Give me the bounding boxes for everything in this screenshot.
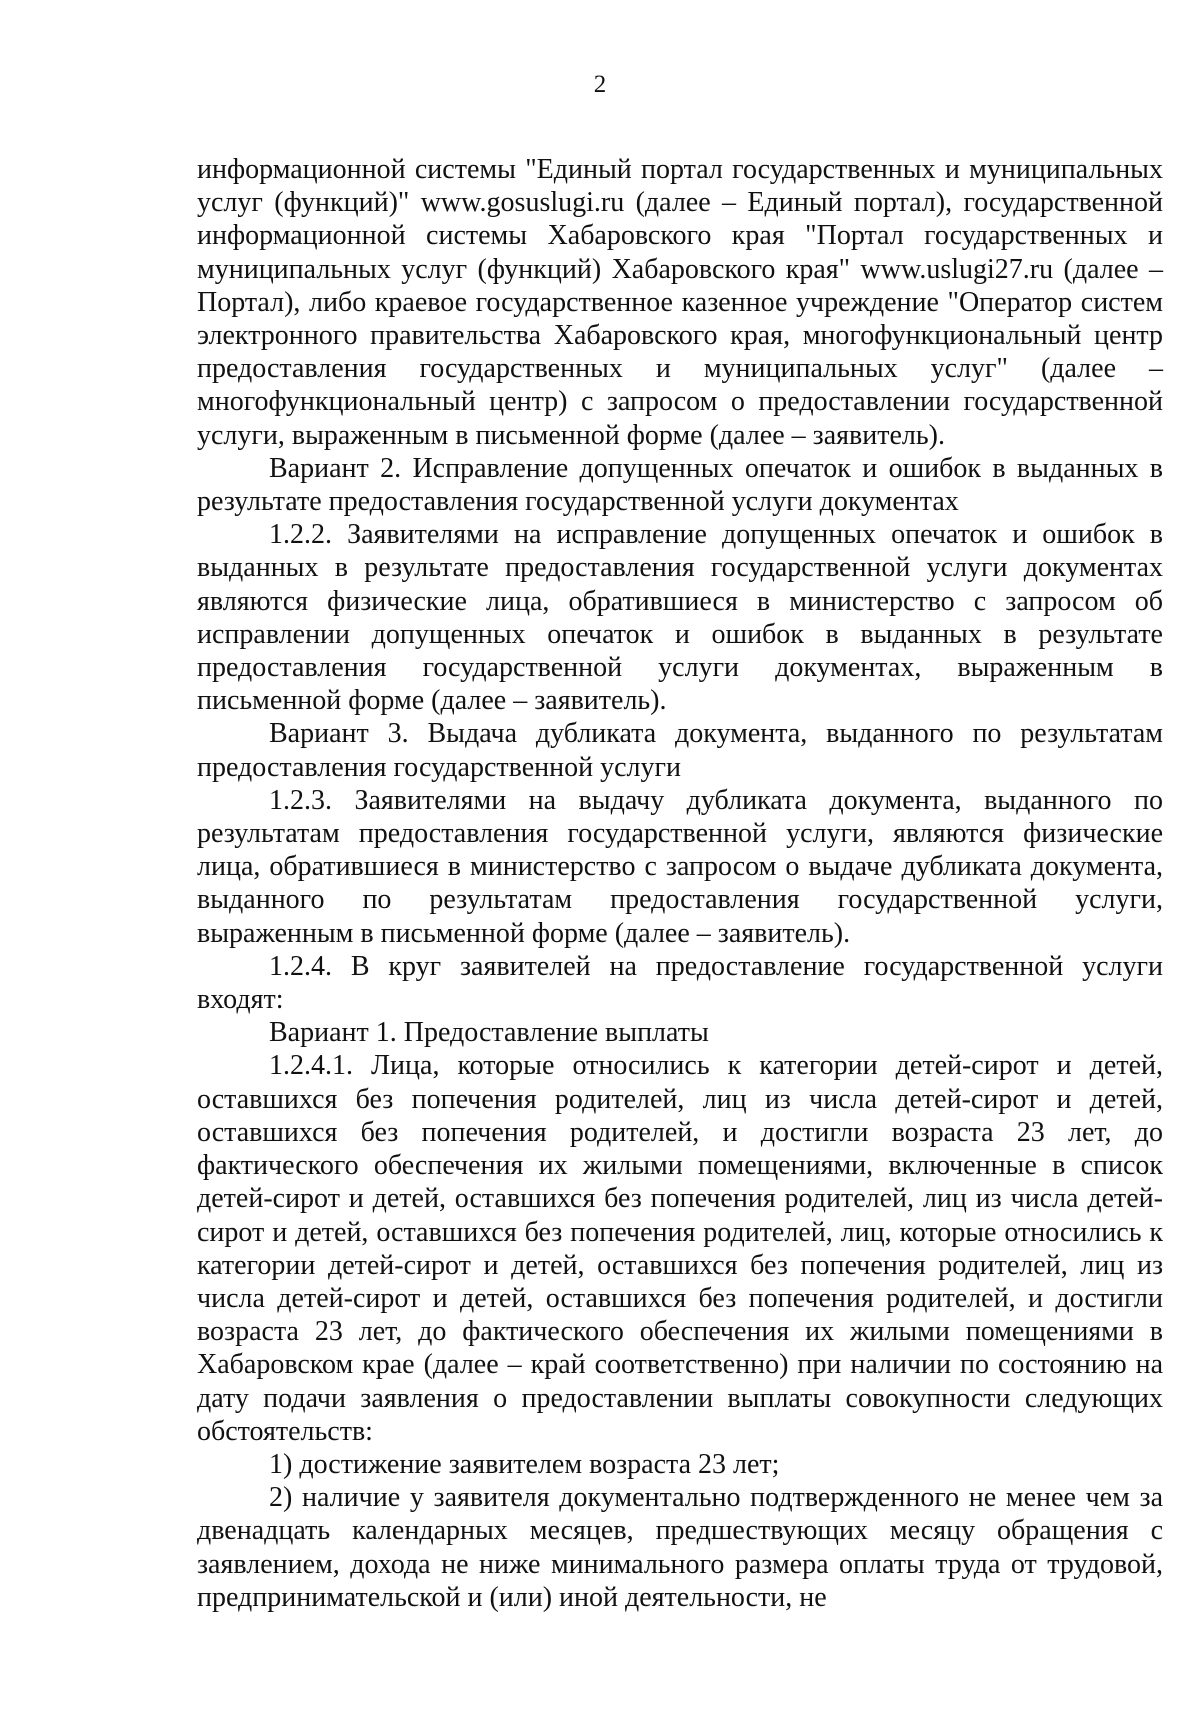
document-body — [197, 153, 1163, 1614]
list-item-2: 2) наличие у заявителя документально подтвержденного не менее чем за двенадцать календарных месяцев, предшествующих месяцу обращения с заявлением, дохода не ниже минимального размера оплаты труда от трудовой, предпринимательской и (или) иной деятельности, не — [197, 1482, 1163, 1613]
page-number: 2 — [593, 71, 607, 98]
variant-3-heading: Вариант 3. Выдача дубликата документа, выданного по результатам предоставления государственной услуги — [197, 718, 1163, 783]
clause-1-2-3: 1.2.3. Заявителями на выдачу дубликата документа, выданного по результатам предоставления государственной услуги, являются физические лица, обратившиеся в министерство с запросом о выдаче дубликата документа, выданного по результатам предоставления государственной услуги, выраженным в письменной форме (далее – заявитель). — [197, 784, 1163, 949]
clause-1-2-4-1: 1.2.4.1. Лица, которые относились к категории детей-сирот и детей, оставшихся без попечения родителей, лиц из числа детей-сирот и детей, оставшихся без попечения родителей, и достигли возраста 23 лет, до фактического обеспечения их жилыми помещениями, включенные в список детей-сирот и детей, оставшихся без попечения родителей, лиц из числа детей-сирот и детей, оставшихся без попечения родителей, лиц, которые относились к категории детей-сирот и детей, оставшихся без попечения родителей, лиц из числа детей-сирот и детей, оставшихся без попечения родителей, и достигли возраста 23 лет, до фактического обеспечения их жилыми помещениями в Хабаровском крае (далее – край соответственно) при наличии по состоянию на дату подачи заявления о предоставлении выплаты совокупности следующих обстоятельств: — [197, 1050, 1163, 1447]
variant-2-heading: Вариант 2. Исправление допущенных опечаток и ошибок в выданных в результате предоставления государственной услуги документах — [197, 452, 1163, 518]
variant-1-heading: Вариант 1. Предоставление выплаты — [269, 1017, 709, 1049]
clause-1-2-4: 1.2.4. В круг заявителей на предоставление государственной услуги входят: — [197, 950, 1163, 1016]
list-item-1: 1) достижение заявителем возраста 23 лет; — [269, 1448, 780, 1480]
paragraph-continuation: информационной системы "Единый портал государственных и муниципальных услуг (функций)" www.gosuslugi.ru (далее – Единый портал), государственной информационной системы Хабаровского края "Портал государственных и муниципальных услуг (функций) Хабаровского края" www.uslugi27.ru (далее – Портал), либо краевое государственное казенное учреждение "Оператор систем электронного правительства Хабаровского края, многофункциональный центр предоставления государственных и муниципальных услуг" (далее – многофункциональный центр) с запросом о предоставлении государственной услуги, выраженным в письменной форме (далее – заявитель). — [197, 154, 1163, 451]
clause-1-2-2: 1.2.2. Заявителями на исправление допущенных опечаток и ошибок в выданных в результате предоставления государственной услуги документах являются физические лица, обратившиеся в министерство с запросом об исправлении допущенных опечаток и ошибок в выданных в результате предоставления государственной услуги документах, выраженным в письменной форме (далее – заявитель). — [197, 519, 1163, 717]
